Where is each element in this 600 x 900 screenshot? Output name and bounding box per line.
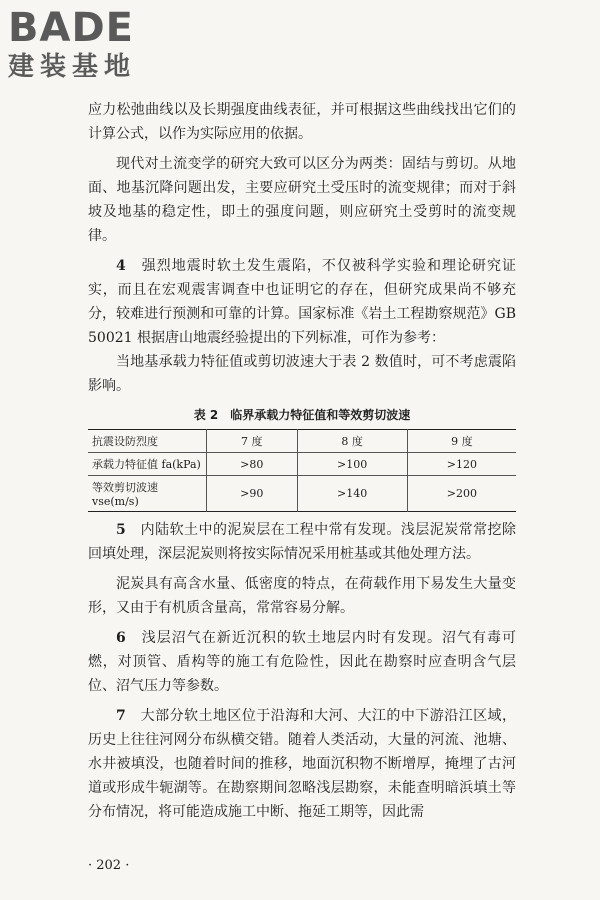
table-cell: >80 xyxy=(207,453,298,476)
table-cell: >140 xyxy=(297,476,407,512)
paragraph-criterion: 当地基承载力特征值或剪切波速大于表 2 数值时，可不考虑震陷影响。 xyxy=(88,354,516,394)
logo-wordmark: BADE xyxy=(8,5,134,51)
table-header-cell: 9 度 xyxy=(407,430,516,453)
table-cell: >120 xyxy=(407,453,516,476)
paragraph-item-5 xyxy=(88,518,516,566)
paragraph-rheology: 现代对土流变学的研究大致可以区分为两类：固结与剪切。从地面、地基沉降问题出发，主要应研究土受压时的流变规律；而对于斜坡及地基的稳定性，即土的强度问题，则应研究土受剪时的流变规律。 xyxy=(88,156,516,244)
item-number: 4 xyxy=(116,258,126,274)
table-header-cell: 7 度 xyxy=(207,430,298,453)
table-row xyxy=(88,476,516,512)
brand-logo xyxy=(8,6,178,84)
table-cell: 等效剪切波速 vse(m/s) xyxy=(88,476,207,512)
paragraph-item-7 xyxy=(88,704,516,824)
paragraph-item-4 xyxy=(88,254,516,350)
criteria-table xyxy=(88,429,516,512)
item-number: 6 xyxy=(116,630,126,646)
table-cell: >90 xyxy=(207,476,298,512)
paragraph-peat: 泥炭具有高含水量、低密度的特点，在荷载作用下易发生大量变形，又由于有机质含量高，常常容易分解。 xyxy=(88,576,516,616)
table-title: 表 2 临界承载力特征值和等效剪切波速 xyxy=(193,408,411,422)
logo-chinese-text: 建装基地 xyxy=(8,52,137,82)
table-row xyxy=(88,453,516,476)
page-number: · 202 · xyxy=(88,858,130,873)
paragraph-continuation: 应力松弛曲线以及长期强度曲线表征，并可根据这些曲线找出它们的计算公式，以作为实际应用的依据。 xyxy=(88,102,516,142)
item-number: 7 xyxy=(116,708,126,724)
paragraph-item-6 xyxy=(88,626,516,698)
paragraph-item-5-text: 内陆软土中的泥炭层在工程中常有发现。浅层泥炭常常挖除回填处理，深层泥炭则将按实际情况采用桩基或其他处理方法。 xyxy=(88,522,517,562)
table-header-row xyxy=(88,430,516,453)
table-cell: 承载力特征值 fa(kPa) xyxy=(88,453,207,476)
paragraph-item-7-text: 大部分软土地区位于沿海和大河、大江的中下游沿江区域，历史上往往河网分布纵横交错。随着人类活动，大量的河流、池塘、水井被填没，也随着时间的推移，地面沉积物不断增厚，掩埋了古河道或形成牛轭湖等。在勘察期间忽略浅层勘察，未能查明暗浜填土等分布情况，将可能造成施工中断、拖延工期等，因此需 xyxy=(88,708,517,820)
page-body xyxy=(88,98,516,824)
item-number: 5 xyxy=(116,522,126,538)
table-header-cell: 抗震设防烈度 xyxy=(88,430,207,453)
paragraph-item-4-text: 强烈地震时软土发生震陷，不仅被科学实验和理论研究证实，而且在宏观震害调查中也证明它的存在，但研究成果尚不够充分，较难进行预测和可靠的计算。国家标准《岩土工程勘察规范》GB 50021 根据唐山地震经验提出的下列标准，可作为参考： xyxy=(88,258,517,346)
paragraph-item-6-text: 浅层沼气在新近沉积的软土地层内时有发现。沼气有毒可燃，对顶管、盾构等的施工有危险性，因此在勘察时应查明含气层位、沼气压力等参数。 xyxy=(88,630,517,694)
table-cell: >200 xyxy=(407,476,516,512)
table-cell: >100 xyxy=(297,453,407,476)
table-header-cell: 8 度 xyxy=(297,430,407,453)
